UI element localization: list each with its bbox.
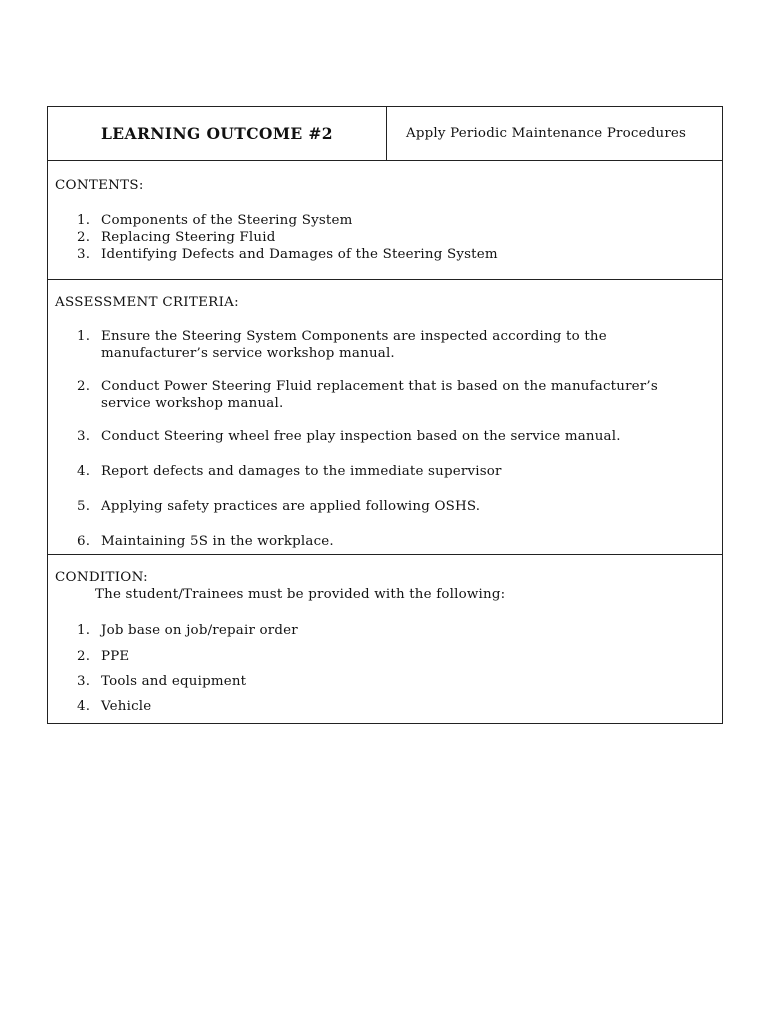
condition-section bbox=[48, 555, 722, 723]
item-number: 3. bbox=[77, 247, 91, 262]
learning-outcome-table bbox=[47, 106, 723, 724]
item-number: 4. bbox=[77, 699, 91, 714]
contents-item bbox=[77, 229, 697, 246]
assessment-item bbox=[77, 428, 697, 445]
condition-item bbox=[77, 673, 697, 690]
item-number: 6. bbox=[77, 534, 91, 549]
condition-heading: CONDITION: bbox=[55, 570, 148, 585]
item-text: Identifying Defects and Damages of the Steering System bbox=[101, 247, 498, 262]
condition-item bbox=[77, 698, 697, 715]
assessment-item bbox=[77, 328, 697, 362]
item-text: Components of the Steering System bbox=[101, 213, 353, 228]
item-number: 3. bbox=[77, 429, 91, 444]
assessment-section bbox=[48, 280, 722, 555]
item-number: 2. bbox=[77, 649, 91, 664]
condition-item bbox=[77, 648, 697, 665]
item-text: Report defects and damages to the immediate supervisor bbox=[101, 464, 502, 479]
item-text: Conduct Steering wheel free play inspection based on the service manual. bbox=[101, 429, 621, 444]
condition-item bbox=[77, 622, 697, 639]
item-number: 1. bbox=[77, 213, 91, 228]
item-number: 4. bbox=[77, 464, 91, 479]
contents-item bbox=[77, 212, 697, 229]
item-text: Maintaining 5S in the workplace. bbox=[101, 534, 334, 549]
header-row bbox=[48, 107, 722, 161]
item-number: 3. bbox=[77, 674, 91, 689]
assessment-heading: ASSESSMENT CRITERIA: bbox=[55, 295, 239, 310]
outcome-label: LEARNING OUTCOME #2 bbox=[48, 107, 387, 160]
item-text: PPE bbox=[101, 649, 130, 664]
contents-section bbox=[48, 161, 722, 280]
item-text: Vehicle bbox=[101, 699, 152, 714]
item-text: Replacing Steering Fluid bbox=[101, 230, 276, 245]
item-text: Conduct Power Steering Fluid replacement that is based on the manufacturer’s service workshop manual. bbox=[101, 379, 658, 411]
contents-item bbox=[77, 246, 697, 263]
item-number: 5. bbox=[77, 499, 91, 514]
assessment-item bbox=[77, 463, 697, 480]
item-text: Applying safety practices are applied following OSHS. bbox=[101, 499, 481, 514]
assessment-item bbox=[77, 533, 697, 550]
assessment-item bbox=[77, 498, 697, 515]
item-text: Tools and equipment bbox=[101, 674, 247, 689]
item-number: 1. bbox=[77, 329, 91, 344]
item-number: 2. bbox=[77, 230, 91, 245]
contents-heading: CONTENTS: bbox=[55, 178, 144, 193]
assessment-item bbox=[77, 378, 697, 412]
item-text: Job base on job/repair order bbox=[101, 623, 298, 638]
item-number: 1. bbox=[77, 623, 91, 638]
condition-intro: The student/Trainees must be provided with the following: bbox=[95, 587, 506, 602]
item-text: Ensure the Steering System Components are inspected according to the manufacturer’s service workshop manual. bbox=[101, 329, 607, 361]
outcome-title: Apply Periodic Maintenance Procedures bbox=[406, 126, 687, 141]
item-number: 2. bbox=[77, 379, 91, 394]
